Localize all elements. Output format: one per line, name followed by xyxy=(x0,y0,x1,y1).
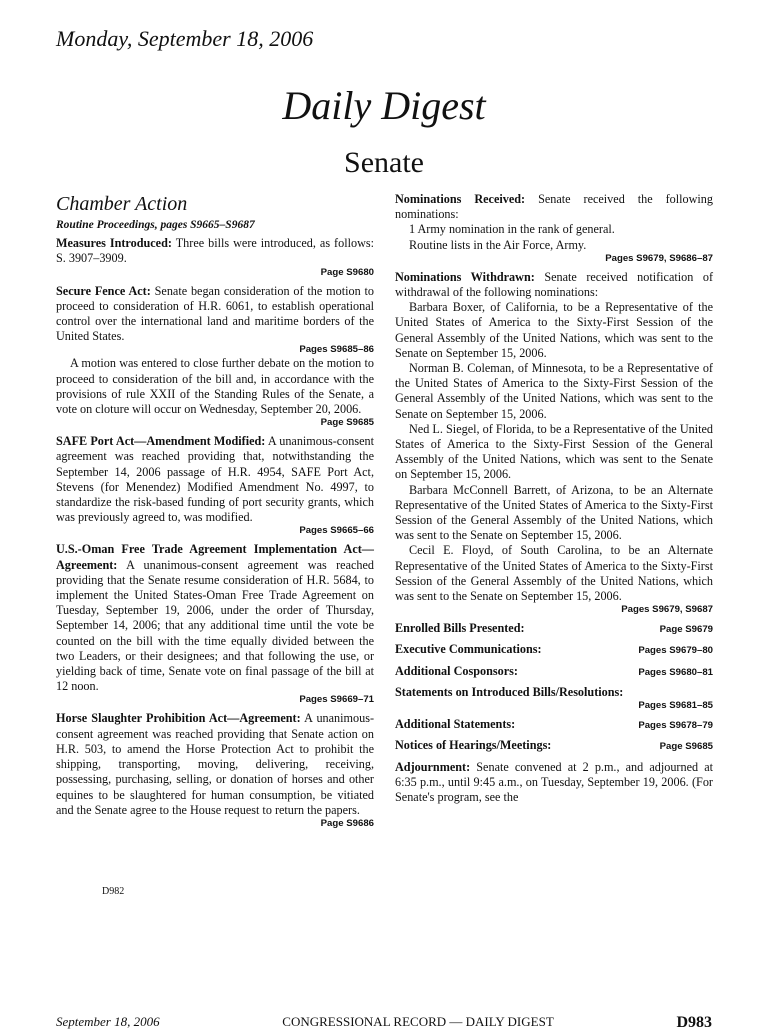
entry-text: A unanimous-consent agreement was reached providing that, notwithstanding the September 14, 2006 passage of H.R. 4954, SAFE Port Act, Stevens (for Menendez) Modified Amendment No. 4997, to standardize the risk-based funding of port security grants, which was previously agreed to, was modified. xyxy=(56,434,375,525)
entry-additional-statements xyxy=(395,717,713,733)
entry-horse-slaughter-act xyxy=(56,711,374,829)
entry-text: Three bills were introduced, as follows: S. 3907–3909. xyxy=(56,236,375,266)
entry-title: Secure Fence Act: xyxy=(56,283,151,298)
entry-title: Nominations Withdrawn: xyxy=(395,269,535,284)
page-reference: Pages S9665–66 xyxy=(299,525,374,537)
withdrawn-nomination: Ned L. Siegel, of Florida, to be a Representative of the United States of America to the Sixty-First Session of the General Assembly of the United Nations, which was sent to the Senate on September 15, 2006. xyxy=(395,421,713,482)
entry-text: Senate began consideration of the motion to proceed to consideration of H.R. 6061, to establish operational control over the international land and maritime borders of the United States. xyxy=(56,283,374,344)
page-reference: Page S9679 xyxy=(659,624,713,636)
entry-text: A unanimous-consent agreement was reached providing that Senate action on H.R. 503, to amend the Horse Protection Act to prohibit the shipping, transporting, moving, delivering, receiving, possessing, purchasing, selling, or donation of horses and other equines to be slaughtered for human consumption, be vitiated and the Senate agree to the House request to return the papers. xyxy=(56,711,374,817)
entry-title: SAFE Port Act—Amendment Modified: xyxy=(56,434,266,449)
right-column xyxy=(395,192,713,810)
left-column xyxy=(56,192,374,835)
chamber-heading: Senate xyxy=(344,146,424,179)
entry-title: Executive Communications: xyxy=(395,642,542,657)
nomination-line: 1 Army nomination in the rank of general. xyxy=(409,222,615,237)
entry-title: Additional Statements: xyxy=(395,717,516,732)
page-reference: Pages S9679, S9686–87 xyxy=(605,252,713,264)
issue-date: Monday, September 18, 2006 xyxy=(56,26,314,51)
withdrawn-nomination: Barbara McConnell Barrett, of Arizona, to be an Alternate Representative of the United States of America to the Sixty-First Session of the General Assembly of the United Nations, which was sent to the Senate on September 15, 2006. xyxy=(395,482,713,543)
entry-additional-cosponsors xyxy=(395,664,713,680)
masthead-title: Daily Digest xyxy=(282,83,486,128)
nomination-line: Routine lists in the Air Force, Army. xyxy=(409,237,587,252)
entry-paragraph: A motion was entered to close further debate on the motion to proceed to consideration of the bill and, in accordance with the provisions of rule XXII of the Standing Rules of the Senate, a vote on cloture will occur on Wednesday, September 20, 2006. xyxy=(56,356,374,417)
entry-title: Nominations Received: xyxy=(395,192,526,206)
withdrawn-nomination: Cecil E. Floyd, of South Carolina, to be an Alternate Representative of the United States of America to the Sixty-First Session of the General Assembly of the United Nations, which was sent to the Senate on September 15, 2006. xyxy=(395,543,713,604)
entry-title: Measures Introduced: xyxy=(56,236,172,251)
section-subtitle: Routine Proceedings, pages S9665–S9687 xyxy=(56,219,255,231)
footer-date: September 18, 2006 xyxy=(56,1014,160,1029)
page-code: D982 xyxy=(102,886,125,897)
page-reference: Pages S9679–80 xyxy=(638,645,713,657)
entry-title: Notices of Hearings/Meetings: xyxy=(395,738,552,753)
entry-text: Senate received the following nominations: xyxy=(395,192,713,222)
entry-nominations-withdrawn xyxy=(395,270,713,616)
page-reference: Page S9685 xyxy=(320,417,374,429)
entry-title: Statements on Introduced Bills/Resolutions: xyxy=(395,684,624,699)
page-reference: Page S9680 xyxy=(320,266,374,278)
entry-text: Senate received notification of withdrawal of the following nominations: xyxy=(395,269,714,300)
entry-text: Senate convened at 2 p.m., and adjourned at 6:35 p.m., until 9:45 a.m., on Tuesday, September 19, 2006. (For Senate's program, see the xyxy=(395,759,713,804)
entry-adjournment xyxy=(395,760,713,806)
entry-title: U.S.-Oman Free Trade Agreement Implementation Act—Agreement: xyxy=(56,542,374,572)
section-title: Chamber Action xyxy=(56,193,188,215)
running-footer xyxy=(56,1014,712,1032)
entry-title: Additional Cosponsors: xyxy=(395,663,518,678)
entry-measures-introduced xyxy=(56,236,374,278)
withdrawn-nomination: Norman B. Coleman, of Minnesota, to be a Representative of the United States of America to the Sixty-First Session of the General Assembly of the United Nations, which was sent to the Senate on September 15, 2006. xyxy=(395,361,713,421)
entry-text: A unanimous-consent agreement was reached providing that the Senate resume consideration of H.R. 5684, to implement the United States-Oman Free Trade Agreement on Tuesday, September 19, 2006, under the order of Thursday, September 14, 2006; that any additional time until the vote be counted on the bill with the time equally divided between the two Leaders, or their designees; and that following the use, or yielding back of time, Senate vote on final passage of the bill at 12 noon. xyxy=(56,557,374,694)
page-reference: Pages S9669–71 xyxy=(299,694,374,706)
entry-statements-introduced-bills xyxy=(395,685,713,712)
entry-title: Adjournment: xyxy=(395,759,471,774)
entry-title: Horse Slaughter Prohibition Act—Agreement: xyxy=(56,711,301,726)
entry-title: Enrolled Bills Presented: xyxy=(395,621,525,636)
footer-publication: CONGRESSIONAL RECORD — DAILY DIGEST xyxy=(282,1014,554,1029)
withdrawn-nomination: Barbara Boxer, of California, to be a Representative of the United States of America to the Sixty-First Session of the General Assembly of the United Nations, which was sent to the Senate on September 15, 2006. xyxy=(395,300,713,360)
entry-us-oman-fta xyxy=(56,542,374,706)
page-reference: Page S9685 xyxy=(659,741,713,753)
entry-executive-communications xyxy=(395,642,713,658)
entry-nominations-received xyxy=(395,192,713,265)
page-reference: Pages S9681–85 xyxy=(638,700,713,712)
page-reference: Pages S9678–79 xyxy=(638,720,713,732)
footer-page-number: D983 xyxy=(676,1014,712,1031)
page-reference: Pages S9685–86 xyxy=(299,344,374,356)
entry-secure-fence-act xyxy=(56,284,374,430)
page-reference: Pages S9680–81 xyxy=(638,666,713,678)
entry-enrolled-bills xyxy=(395,621,713,637)
page-reference: Page S9686 xyxy=(320,817,374,829)
entry-notices-hearings xyxy=(395,738,713,754)
page-reference: Pages S9679, S9687 xyxy=(621,604,713,616)
entry-safe-port-act xyxy=(56,434,374,537)
